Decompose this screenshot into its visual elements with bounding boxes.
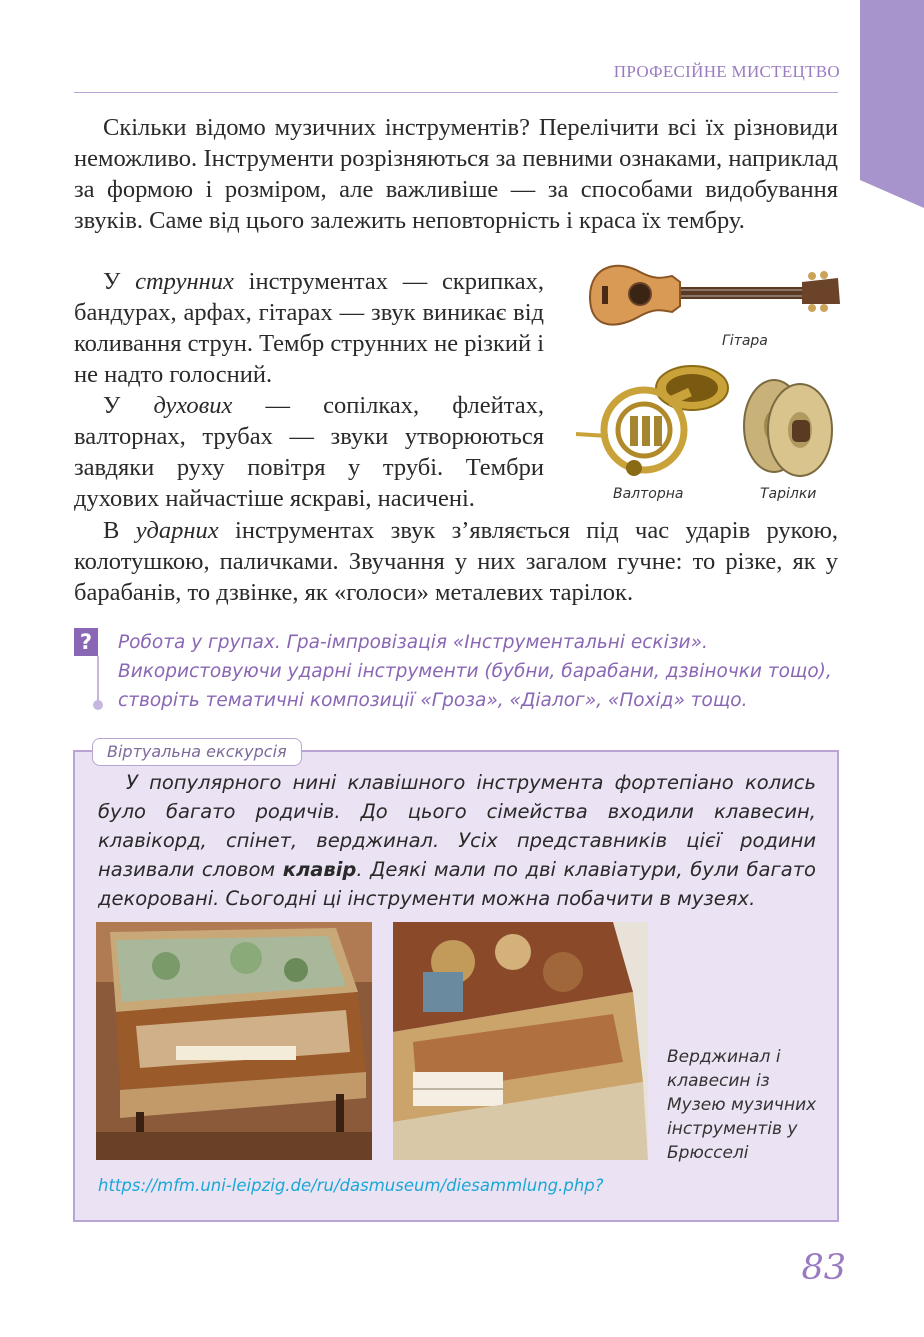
percussion-paragraph: В ударних інструментах звук з’являється під час ударів рукою, колотушкою, паличками. Звучання у них загалом гучне: то різке, як у барабанів, то дзвінке, як «голоси» металевих тарілок.	[74, 517, 839, 606]
virginal-photo	[96, 922, 372, 1160]
museum-link[interactable]: https://mfm.uni-leipzig.de/ru/dasmuseum/diesammlung.php?	[98, 1176, 604, 1195]
guitar-caption: Гітара	[722, 333, 768, 349]
winds-paragraph: У духових — сопілках, флейтах, валторнах, трубах — звуки утворюються завдяки руху повітря у трубі. Тембри духових найчастіше яскраві, насичені.	[74, 392, 544, 512]
term-winds: духових	[153, 392, 233, 419]
term-strings: струнних	[135, 268, 234, 295]
photo-caption: Верджинал і клавесин із Музею музичних інструментів у Брюсселі	[667, 1047, 817, 1163]
harpsichord-photo	[393, 922, 648, 1160]
page-number: 83	[801, 1248, 846, 1288]
question-icon: ?	[74, 628, 98, 656]
task-dot	[93, 700, 103, 710]
virtual-tour-text: У популярного нині клавішного інструмента фортепіано колись було багато родичів. До цього сімейства входили клавесин, клавікорд, спінет, верджинал. Усіх представників цієї родини називали словом клавір. Деякі мали по дві клавіатури, були багато декоровані. Сьогодні ці інструменти можна побачити в музеях.	[98, 771, 816, 910]
horn-caption: Валторна	[613, 486, 684, 502]
intro-paragraph: Скільки відомо музичних інструментів? Перелічити всі їх різновиди неможливо. Інструменти розрізняються за певними ознаками, наприклад за формою і розміром, але важливіше — за способами видобування звуків. Саме від цього залежить неповторність і краса їх тембру.	[74, 114, 838, 234]
term-percussion: ударних	[135, 517, 219, 544]
horn-image	[572, 362, 732, 480]
running-head: ПРОФЕСІЙНЕ МИСТЕЦТВО	[613, 62, 840, 81]
cymbals-caption: Тарілки	[760, 486, 817, 502]
task-line	[97, 656, 99, 702]
header-rule	[74, 92, 838, 93]
cymbals-image	[738, 376, 836, 480]
guitar-image	[580, 252, 842, 352]
strings-paragraph: У струнних інструментах — скрипках, бандурах, арфах, гітарах — звук виникає від коливання струн. Тембр струнних не різкий і не надто голосний.	[74, 268, 544, 388]
group-task: Робота у групах. Гра-імпровізація «Інструментальні ескізи». Використовуючи ударні інструменти (бубни, барабани, дзвіночки тощо), створіть тематичні композиції «Гроза», «Діалог», «Похід» тощо.	[118, 632, 832, 711]
term-clavier: клавір	[282, 858, 357, 881]
virtual-tour-label: Віртуальна екскурсія	[92, 738, 302, 766]
chapter-tab	[860, 0, 924, 208]
